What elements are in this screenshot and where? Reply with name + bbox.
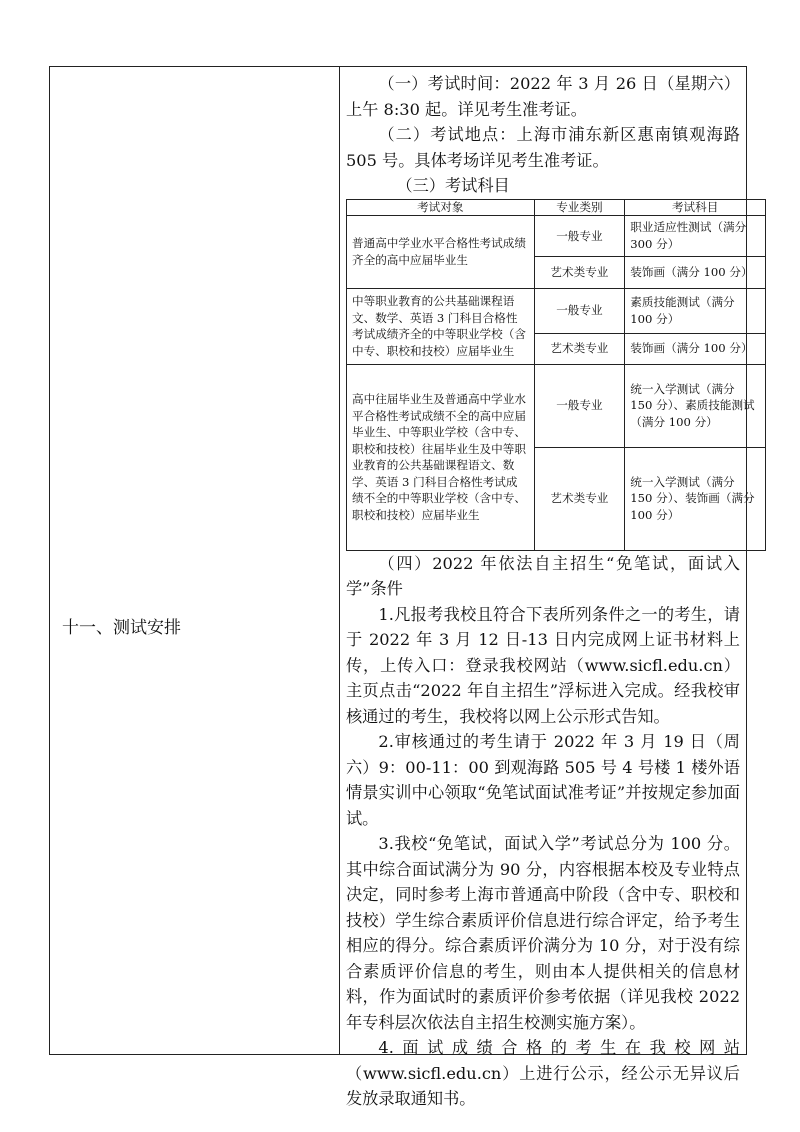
exempt-written-heading: （四）2022 年依法自主招生“免笔试，面试入学”条件	[346, 553, 740, 598]
section-content	[346, 71, 755, 1112]
subject-cell: 职业适应性测试（满分 300 分）	[625, 215, 766, 257]
target-cell: 中等职业教育的公共基础课程语文、数学、英语 3 门科目合格性考试成绩齐全的中等职业学校（含中专、职校和技校）应届毕业生	[347, 288, 535, 364]
info-table	[49, 66, 755, 1108]
subject-cell: 统一入学测试（满分 150 分）、素质技能测试（满分 100 分）	[625, 364, 766, 447]
subject-cell: 装饰画（满分 100 分）	[625, 333, 766, 364]
table-row	[347, 215, 766, 257]
exam-subjects-table-wrap	[346, 199, 755, 551]
category-cell: 艺术类专业	[534, 447, 625, 550]
exam-subjects-heading: （三）考试科目	[396, 176, 510, 195]
category-cell: 一般专业	[534, 215, 625, 257]
column-divider	[339, 67, 340, 1054]
header-target: 考试对象	[347, 199, 535, 215]
category-cell: 艺术类专业	[534, 333, 625, 364]
condition-paragraph-1: 1.凡报考我校且符合下表所列条件之一的考生，请于 2022 年 3 月 12 日-13 日内完成网上证书材料上传，上传入口：登录我校网站（www.sicfl.edu.cn）主页点击“2022 年自主招生”浮标进入完成。经我校审核通过的考生，我校将以网上公示形式告知。	[346, 604, 740, 726]
condition-paragraph-4: 4.面试成绩合格的考生在我校网站（www.sicfl.edu.cn）上进行公示，经公示无异议后发放录取通知书。	[346, 1038, 740, 1108]
subject-cell: 统一入学测试（满分 150 分）、装饰画（满分 100 分）	[625, 447, 766, 550]
exam-subjects-table	[346, 199, 766, 551]
header-subject: 考试科目	[625, 199, 766, 215]
condition-paragraph-2: 2.审核通过的考生请于 2022 年 3 月 19 日（周六）9：00-11：00 到观海路 505 号 4 号楼 1 楼外语情景实训中心领取“免笔试面试准考证”并按规定参加面试。	[346, 732, 740, 828]
table-row	[347, 288, 766, 333]
exam-location-paragraph: （二）考试地点：上海市浦东新区惠南镇观海路 505 号。具体考场详见考生准考证。	[346, 125, 740, 170]
condition-paragraph-3: 3.我校“免笔试，面试入学”考试总分为 100 分。其中综合面试满分为 90 分，内容根据本校及专业特点决定，同时参考上海市普通高中阶段（含中专、职校和技校）学生综合素质评价信息进行综合评定，给予考生相应的得分。综合素质评价满分为 10 分，对于没有综合素质评价信息的考生，则由本人提供相关的信息材料，作为面试时的素质评价参考依据（详见我校 2022 年专科层次依法自主招生校测实施方案）。	[346, 834, 740, 1032]
category-cell: 艺术类专业	[534, 257, 625, 288]
category-cell: 一般专业	[534, 288, 625, 333]
table-row	[347, 364, 766, 447]
subject-cell: 装饰画（满分 100 分）	[625, 257, 766, 288]
table-header-row	[347, 199, 766, 215]
target-cell: 高中往届毕业生及普通高中学业水平合格性考试成绩不全的高中应届毕业生、中等职业学校（含中专、职校和技校）往届毕业生及中等职业教育的公共基础课程语文、数学、英语 3 门科目合格性考试成绩不全的中等职业学校（含中专、职校和技校）应届毕业生	[347, 364, 535, 550]
category-cell: 一般专业	[534, 364, 625, 447]
subject-cell: 素质技能测试（满分 100 分）	[625, 288, 766, 333]
header-category: 专业类别	[534, 199, 625, 215]
exam-time-paragraph: （一）考试时间：2022 年 3 月 26 日（星期六）上午 8:30 起。详见考生准考证。	[346, 74, 740, 119]
section-label: 十一、测试安排	[62, 618, 181, 638]
target-cell: 普通高中学业水平合格性考试成绩齐全的高中应届毕业生	[347, 215, 535, 288]
